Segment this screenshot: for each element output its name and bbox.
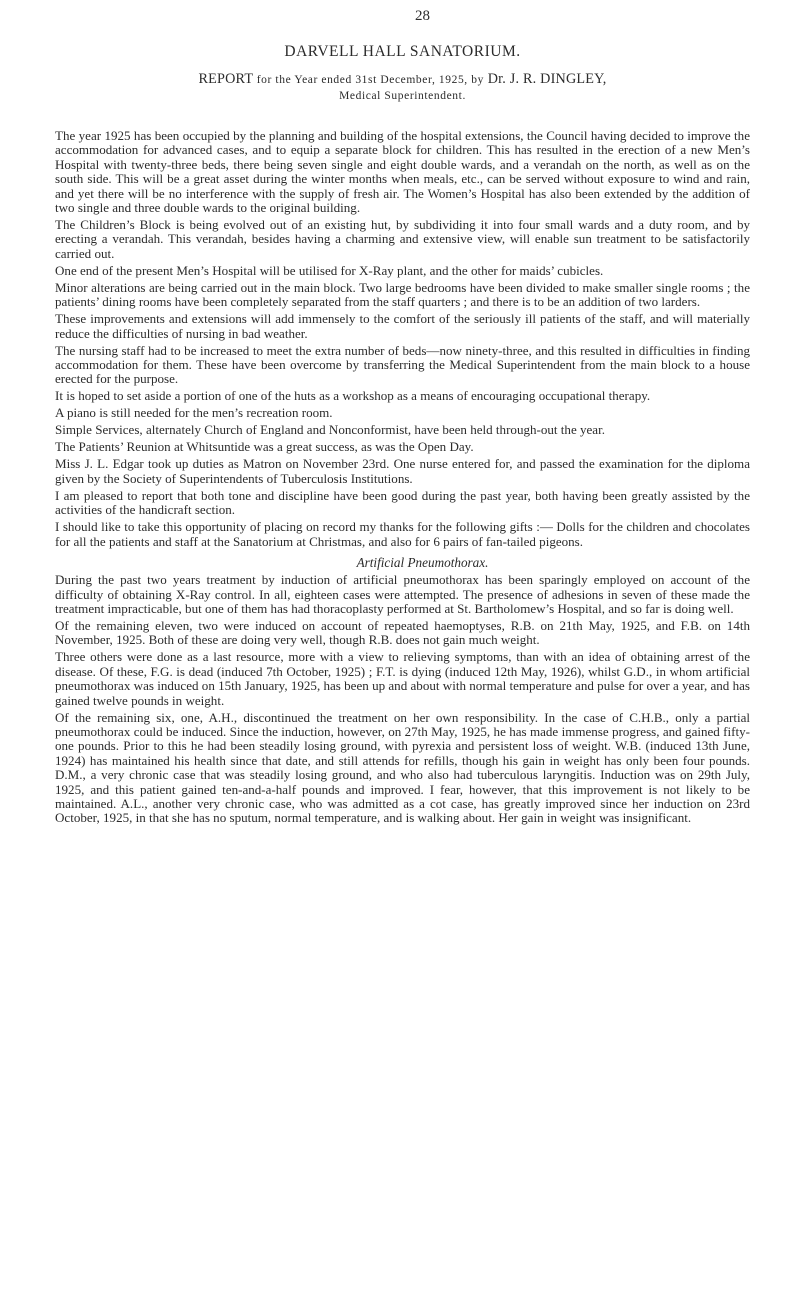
paragraph: The Children’s Block is being evolved out of an existing hut, by subdividing it into four small wards and a duty room, and by erecting a verandah. This verandah, besides having a charming and extensive view, will enable sun treatment to be satisfactorily carried out. [55,217,750,261]
body-section-1 [55,129,750,549]
paragraph: Of the remaining six, one, A.H., discontinued the treatment on her own responsibility. In the case of C.H.B., only a partial pneumothorax could be induced. Since the induction, however, on 27th May, 1925, he has made immense progress, and gained fifty-one pounds. Prior to this he had been steadily losing ground, with pyrexia and persistent loss of weight. W.B. (induced 13th June, 1924) has maintained his health since that date, and still attends for refills, though his gain in weight has only been four pounds. D.M., a very chronic case that was steadily losing ground, and who also had tuberculous laryngitis. Induction was on 29th July, 1925, and this patient gained ten-and-a-half pounds and improved. I fear, however, that this improvement is not likely to be maintained. A.L., another very chronic case, who was admitted as a cot case, has greatly improved since her induction on 23rd October, 1925, in that she has no sputum, normal temperature, and is walking about. Her gain in weight was insignificant. [55,709,750,826]
section-subheading: Artificial Pneumothorax. [356,555,489,571]
page-number: 28 [415,8,430,24]
paragraph: Minor alterations are being carried out in the main block. Two large bedrooms have been divided to make smaller single rooms ; the patients’ dining rooms have been completely separated from the staff quarters ; and there is to be an addition of two larders. [55,279,750,310]
report-label: REPORT [198,71,253,87]
paragraph: One end of the present Men’s Hospital will be utilised for X-Ray plant, and the other for maids’ cubicles. [55,262,604,278]
document-page [55,8,750,828]
paragraph: I should like to take this opportunity of placing on record my thanks for the following gifts :— Dolls for the children and chocolates for all the patients and staff at the Sanatorium at Christmas, and also for 6 pairs of fan-tailed pigeons. [55,519,750,549]
paragraph: A piano is still needed for the men’s recreation room. [55,405,333,421]
paragraph: Simple Services, alternately Church of England and Nonconformist, have been held through-out the year. [55,422,605,438]
report-heading-line1 [55,71,750,88]
body-section-2 [55,573,750,826]
report-period: for the Year ended 31st December, 1925, by [256,74,484,86]
paragraph: I am pleased to report that both tone and discipline have been good during the past year, both having been greatly assisted by the activities of the handicraft section. [55,487,750,518]
paragraph: Of the remaining eleven, two were induced on account of repeated haemoptyses, R.B. on 21th May, 1925, and F.B. on 14th November, 1925. Both of these are doing very well, though R.B. does not gain much weight. [55,617,750,648]
report-heading [55,71,750,104]
paragraph: It is hoped to set aside a portion of one of the huts as a workshop as a means of encouraging occupational therapy. [55,388,651,404]
paragraph: The nursing staff had to be increased to meet the extra number of beds—now ninety-three, and this resulted in difficulties in finding accommodation for them. These have been overcome by transferring the Medical Superintendent from the main block to a house erected for the purpose. [55,342,750,387]
report-author-role: Medical Superintendent. [339,90,466,102]
paragraph: These improvements and extensions will add immensely to the comfort of the seriously ill patients of the staff, and will materially reduce the difficulties of nursing in bad weather. [55,311,750,341]
paragraph: Three others were done as a last resource, more with a view to relieving symptoms, than with an idea of obtaining arrest of the disease. Of these, F.G. is dead (induced 7th October, 1925) ; F.T. is dying (induced 12th May, 1926), whilst G.D., in whom artificial pneumothorax was induced on 15th January, 1925, has been up and about with normal temperature and pulse for over a year, and has gained twelve pounds in weight. [55,649,750,708]
paragraph: The Patients’ Reunion at Whitsuntide was a great success, as was the Open Day. [55,439,474,455]
paragraph: The year 1925 has been occupied by the planning and building of the hospital extensions, the Council having decided to improve the accommodation for advanced cases, and to equip a separate block for children. This has resulted in the erection of a new Men’s Hospital with twenty-three beds, there being seven single and eight double wards, and a verandah on the north, as well as on the south side. This will be a great asset during the winter months when meals, etc., can be served without exposure to wind and rain, and yet there will be no interference with the supply of fresh air. The Women’s Hospital has also been extended by the addition of two single and three double wards to the original building. [55,128,750,216]
report-author: Dr. J. R. DINGLEY, [487,71,607,87]
paragraph: During the past two years treatment by induction of artificial pneumothorax has been sparingly employed on account of the difficulty of obtaining X-Ray control. In all, eighteen cases were attempted. The presence of adhesions in seven of these made the treatment impracticable, but one of them has had thoracoplasty performed at St. Bartholomew’s Hospital, and so far is doing well. [55,572,750,616]
paragraph: Miss J. L. Edgar took up duties as Matron on November 23rd. One nurse entered for, and passed the examination for the diploma given by the Society of Superintendents of Tuberculosis Institutions. [55,456,750,486]
document-title: DARVELL HALL SANATORIUM. [284,43,521,60]
